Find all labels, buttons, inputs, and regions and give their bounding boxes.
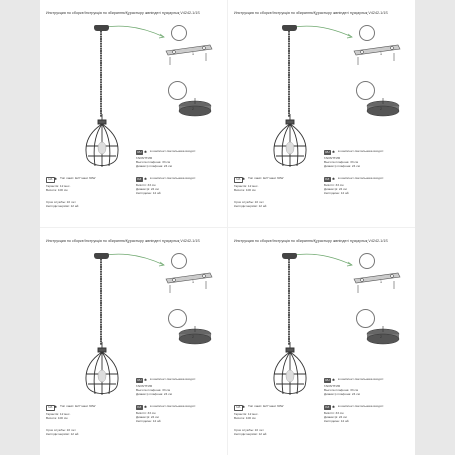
spec-text: Висота: 100 см [46, 416, 68, 420]
spec-text: Биіктігі: 33 см [324, 183, 344, 187]
spec-text: в комплект светильника входят: [338, 149, 384, 153]
spec-text: Висота: 100 см [234, 416, 256, 420]
lang-badge-kz: KZ [325, 404, 330, 409]
spec-text: Срок службы: 10 лет [46, 428, 76, 432]
spec-text: Тип ламп: E27 макс 60W [248, 404, 284, 408]
spec-text: Диаметрі: 24 см [136, 415, 159, 419]
suspension-chain [288, 31, 290, 117]
spec-text: Кепілдеме: 12 ай [136, 191, 161, 195]
canopy-disc-icon [173, 326, 217, 346]
step-number: 1 [380, 52, 382, 56]
spec-text: Гарантія: 12 мес. [46, 184, 71, 188]
spec-text: Биіктігі: 33 см [136, 411, 156, 415]
spec-text: Кепілдік мерзімі: 12 ай [234, 204, 267, 208]
pendant-lamp-cage-icon [269, 112, 311, 174]
spec-text: Высота плафона: 33 см [324, 160, 359, 164]
spec-text: Кепілдік мерзімі: 12 ай [234, 432, 267, 436]
spec-text: Диаметр плафона: 24 см [324, 392, 360, 396]
leader-line-icon [104, 21, 166, 61]
spec-text: в комплект светильника входят: [150, 149, 196, 153]
instruction-panel-2 [228, 0, 414, 226]
lang-badge-ua: UA [46, 177, 55, 183]
spec-text: в комплект светильника входят: [150, 404, 196, 408]
panel-title: Инструкция по сборке/Інструкція по збиранню/Құрастыру жөніндегі нұсқаулық V4242-1/1S [46, 11, 200, 15]
spec-text: Кепілдеме: 12 ай [324, 419, 349, 423]
spec-text: ГАРАНТИЯ [136, 156, 153, 160]
spec-text: Срок службы: 10 лет [234, 428, 264, 432]
step-number: 2 [380, 107, 382, 111]
instruction-sheet [40, 0, 415, 455]
star-icon: ✱ [242, 177, 245, 181]
spec-text: ГАРАНТИЯ [324, 384, 341, 388]
suspension-chain [288, 259, 290, 345]
spec-text: ГАРАНТИЯ [136, 384, 153, 388]
spec-text: Тип ламп: E27 макс 60W [248, 176, 284, 180]
spec-text: Кепілдік мерзімі: 12 ай [46, 204, 79, 208]
panel-title: Инструкция по сборке/Інструкція по збиранню/Құрастыру жөніндегі нұсқаулық V4242-1/1S [46, 239, 200, 243]
star-icon: ✱ [242, 405, 245, 409]
step-number: 2 [192, 107, 194, 111]
spec-text: Висота: 100 см [234, 188, 256, 192]
star-icon: ✱ [54, 405, 57, 409]
lang-badge-ua: UA [234, 405, 243, 411]
lang-badge-ru: RU [137, 377, 142, 382]
spec-text: в комплект светильника входят: [150, 377, 196, 381]
canopy-disc-icon [173, 98, 217, 118]
spec-text: Биіктігі: 33 см [324, 411, 344, 415]
panel-title: Инструкция по сборке/Інструкція по збиранню/Құрастыру жөніндегі нұсқаулық V4242-1/1S [234, 11, 388, 15]
pendant-lamp-cage-icon [269, 340, 311, 402]
instruction-panel-4 [228, 228, 414, 454]
spec-text: Высота плафона: 33 см [136, 388, 171, 392]
step-number: 1 [380, 280, 382, 284]
spec-text: Гарантія: 12 мес. [234, 412, 259, 416]
spec-text: Кепілдеме: 12 ай [324, 191, 349, 195]
step-number: 2 [192, 335, 194, 339]
spec-text: Диаметр плафона: 24 см [136, 392, 172, 396]
spec-text: в комплект светильника входят: [150, 176, 196, 180]
spec-text: Тип ламп: E27 макс 60W [60, 176, 96, 180]
lang-badge-kz: KZ [325, 176, 330, 181]
spec-text: Гарантія: 12 мес. [46, 412, 71, 416]
star-icon: ✱ [144, 378, 147, 382]
leader-line-icon [104, 249, 166, 289]
step-number: 1 [192, 52, 194, 56]
lang-badge-kz: KZ [137, 176, 142, 181]
star-icon: ✱ [332, 150, 335, 154]
detail-circle-hook [171, 25, 187, 41]
star-icon: ✱ [332, 405, 335, 409]
spec-text: Гарантія: 12 мес. [234, 184, 259, 188]
spec-text: Кепілдеме: 12 ай [136, 419, 161, 423]
spec-text: Кепілдік мерзімі: 12 ай [46, 432, 79, 436]
spec-text: ГАРАНТИЯ [324, 156, 341, 160]
spec-text: Диаметрі: 24 см [324, 187, 347, 191]
instruction-panel-3 [40, 228, 226, 454]
lang-badge-ru: RU [137, 149, 142, 154]
lang-badge-kz: KZ [137, 404, 142, 409]
canopy-disc-icon [361, 98, 405, 118]
mounting-bracket-icon [160, 41, 216, 69]
instruction-panel-1 [40, 0, 226, 226]
spec-text: в комплект светильника входят: [338, 176, 384, 180]
spec-text: Высота плафона: 33 см [324, 388, 359, 392]
pendant-lamp-cage-icon [81, 112, 123, 174]
spec-text: Срок службы: 10 лет [234, 200, 264, 204]
spec-text: Диаметрі: 24 см [136, 187, 159, 191]
spec-text: Срок службы: 10 лет [46, 200, 76, 204]
star-icon: ✱ [332, 177, 335, 181]
pendant-lamp-cage-icon [81, 340, 123, 402]
spec-text: Висота: 100 см [46, 188, 68, 192]
lang-badge-ru: RU [325, 149, 330, 154]
star-icon: ✱ [332, 378, 335, 382]
spec-text: Высота плафона: 33 см [136, 160, 171, 164]
lang-badge-ru: RU [325, 377, 330, 382]
spec-text: Диаметр плафона: 24 см [324, 164, 360, 168]
detail-circle-hook [171, 253, 187, 269]
mounting-bracket-icon [348, 269, 404, 297]
step-number: 2 [380, 335, 382, 339]
star-icon: ✱ [144, 405, 147, 409]
canopy-disc-icon [361, 326, 405, 346]
star-icon: ✱ [144, 150, 147, 154]
mounting-bracket-icon [160, 269, 216, 297]
lang-badge-ua: UA [46, 405, 55, 411]
star-icon: ✱ [144, 177, 147, 181]
leader-line-icon [292, 21, 354, 61]
spec-text: Диаметрі: 24 см [324, 415, 347, 419]
spec-text: Тип ламп: E27 макс 60W [60, 404, 96, 408]
spec-text: Диаметр плафона: 24 см [136, 164, 172, 168]
detail-circle-hook [359, 25, 375, 41]
suspension-chain [100, 31, 102, 117]
spec-text: в комплект светильника входят: [338, 377, 384, 381]
star-icon: ✱ [54, 177, 57, 181]
spec-text: в комплект светильника входят: [338, 404, 384, 408]
detail-circle-hook [359, 253, 375, 269]
step-number: 1 [192, 280, 194, 284]
lang-badge-ua: UA [234, 177, 243, 183]
mounting-bracket-icon [348, 41, 404, 69]
leader-line-icon [292, 249, 354, 289]
spec-text: Биіктігі: 33 см [136, 183, 156, 187]
panel-title: Инструкция по сборке/Інструкція по збиранню/Құрастыру жөніндегі нұсқаулық V4242-1/1S [234, 239, 388, 243]
suspension-chain [100, 259, 102, 345]
